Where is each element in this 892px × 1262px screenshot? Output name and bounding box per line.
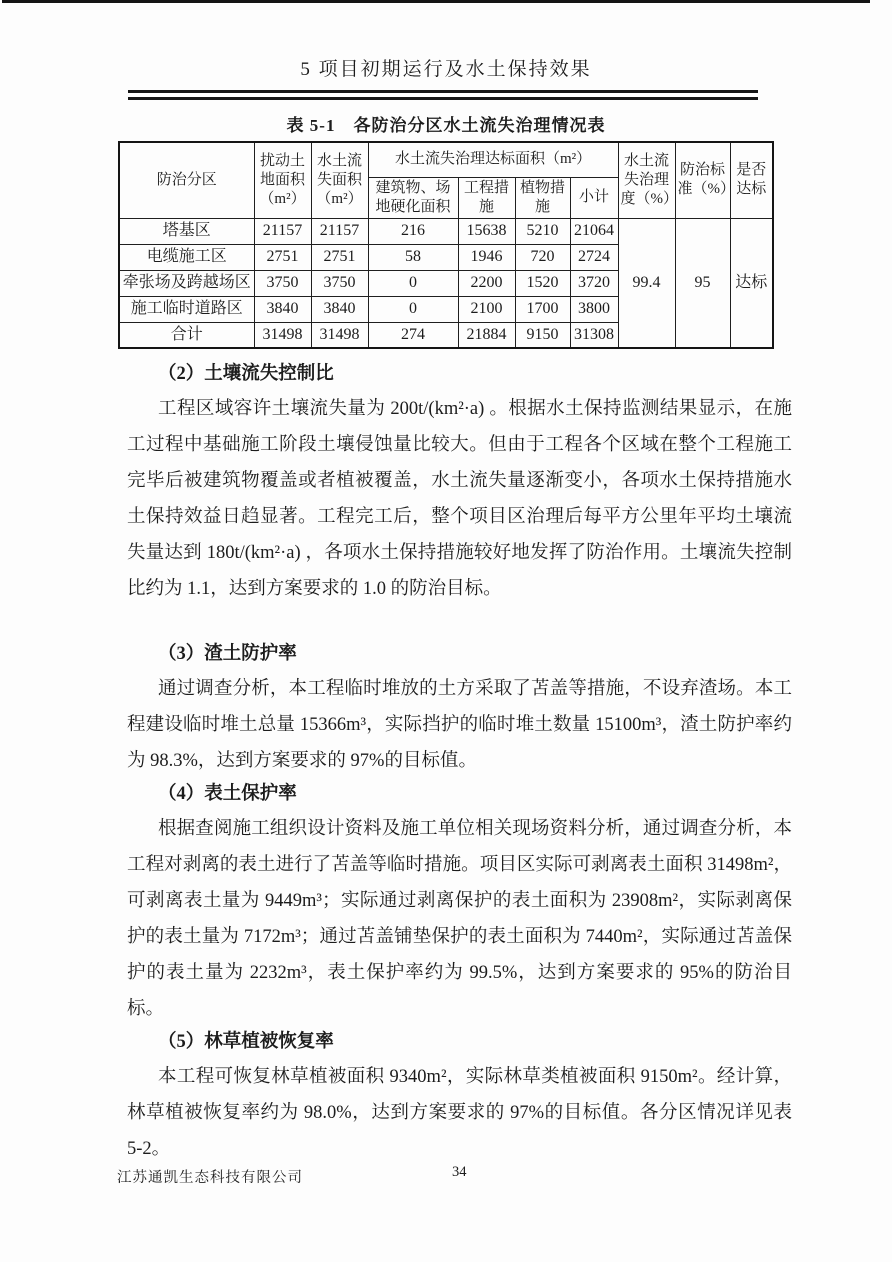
section-heading-vegetation-recovery-rate: （5）林草植被恢复率	[158, 1032, 334, 1052]
chapter-header-title: 5 项目初期运行及水土保持效果	[300, 59, 592, 80]
column-header-meets-standard: 是否达标	[730, 142, 773, 218]
table-cell-meets-standard: 达标	[730, 218, 773, 348]
table-cell: 21884	[458, 322, 515, 348]
table-caption: 表 5-1 各防治分区水土流失治理情况表	[286, 116, 606, 135]
table-cell: 31308	[570, 322, 618, 348]
column-header-subtotal: 小计	[570, 177, 618, 218]
table-cell: 720	[515, 244, 570, 270]
column-header-loss-area: 水土流失面积（m²）	[311, 142, 368, 218]
section-paragraph-topsoil-protection-rate: 根据查阅施工组织设计资料及施工单位相关现场资料分析，通过调查分析，本工程对剥离的表土进行了苫盖等临时措施。项目区实际可剥离表土面积 31498m²，可剥离表土量为 9449m³；实际通过剥离保护的表土面积为 23908m²，实际剥离保护的表土量为 7172m³；通过苫盖铺垫保护的表土面积为 7440m²，实际通过苫盖保护的表土量为 2232m³，表土保护率约为 99.5%，达到方案要求的 95%的防治目标。	[127, 819, 792, 1019]
table-cell: 0	[368, 270, 458, 296]
section-paragraph-spoil-protection-rate: 通过调查分析，本工程临时堆放的土方采取了苫盖等措施，不设弃渣场。本工程建设临时堆土总量 15366m³，实际挡护的临时堆土数量 15100m³，渣土防护率约为 98.3%，达到方案要求的 97%的目标值。	[127, 679, 792, 771]
header-double-rule	[128, 90, 758, 100]
table-cell: 合计	[119, 322, 254, 348]
table-cell: 0	[368, 296, 458, 322]
column-header-disturbed-area: 扰动土地面积（m²）	[254, 142, 311, 218]
column-header-treated-group: 水土流失治理达标面积（m²）	[368, 142, 618, 177]
section-heading-spoil-protection-rate: （3）渣土防护率	[158, 644, 297, 664]
table-cell: 31498	[311, 322, 368, 348]
footer-company-name: 江苏通凯生态科技有限公司	[117, 1170, 303, 1186]
table-cell: 1700	[515, 296, 570, 322]
column-header-region: 防治分区	[119, 142, 254, 218]
table-cell: 3720	[570, 270, 618, 296]
column-header-hardened-area: 建筑物、场地硬化面积	[368, 177, 458, 218]
table-cell-standard: 95	[675, 218, 730, 348]
table-cell: 58	[368, 244, 458, 270]
section-heading-topsoil-protection-rate: （4）表土保护率	[158, 784, 297, 804]
table-cell: 2724	[570, 244, 618, 270]
table-cell: 216	[368, 218, 458, 244]
section-paragraph-vegetation-recovery-rate: 本工程可恢复林草植被面积 9340m²，实际林草类植被面积 9150m²。经计算，林草植被恢复率约为 98.0%，达到方案要求的 97%的目标值。各分区情况详见表 5-2。	[127, 1067, 792, 1159]
table-cell: 2100	[458, 296, 515, 322]
table-cell: 2751	[311, 244, 368, 270]
table-cell: 塔基区	[119, 218, 254, 244]
table-cell: 5210	[515, 218, 570, 244]
column-header-treatment-degree: 水土流失治理度（%）	[618, 142, 675, 218]
table-cell: 3800	[570, 296, 618, 322]
table-cell: 21157	[311, 218, 368, 244]
section-paragraph-soil-loss-control-ratio: 工程区域容许土壤流失量为 200t/(km²·a) 。根据水土保持监测结果显示，在施工过程中基础施工阶段土壤侵蚀量比较大。但由于工程各个区域在整个工程施工完毕后被建筑物覆盖或者植被覆盖，水土流失量逐渐变小，各项水土保持措施水土保持效益日趋显著。工程完工后，整个项目区治理后每平方公里年平均土壤流失量达到 180t/(km²·a) ，各项水土保持措施较好地发挥了防治作用。土壤流失控制比约为 1.1，达到方案要求的 1.0 的防治目标。	[127, 399, 792, 599]
table-cell: 21064	[570, 218, 618, 244]
table-cell-treatment-degree: 99.4	[618, 218, 675, 348]
table-cell: 2200	[458, 270, 515, 296]
table-cell: 31498	[254, 322, 311, 348]
prevention-zone-table	[118, 141, 774, 349]
column-header-standard: 防治标准（%）	[675, 142, 730, 218]
column-header-plant-measures: 植物措施	[515, 177, 570, 218]
table-cell: 21157	[254, 218, 311, 244]
table-cell: 2751	[254, 244, 311, 270]
table-cell: 3750	[254, 270, 311, 296]
table-cell: 施工临时道路区	[119, 296, 254, 322]
table-cell: 1946	[458, 244, 515, 270]
table-cell: 3840	[311, 296, 368, 322]
table-cell: 1520	[515, 270, 570, 296]
table-cell: 15638	[458, 218, 515, 244]
table-cell: 牵张场及跨越场区	[119, 270, 254, 296]
table-cell: 3840	[254, 296, 311, 322]
table-cell: 3750	[311, 270, 368, 296]
table-header-row-1	[119, 142, 773, 177]
table-cell: 9150	[515, 322, 570, 348]
footer-page-number: 34	[452, 1164, 467, 1180]
column-header-engineering-measures: 工程措施	[458, 177, 515, 218]
table-cell: 274	[368, 322, 458, 348]
scan-edge-line	[2, 0, 870, 3]
section-heading-soil-loss-control-ratio: （2）土壤流失控制比	[158, 364, 334, 384]
table-row-tower-base	[119, 218, 773, 244]
table-cell: 电缆施工区	[119, 244, 254, 270]
